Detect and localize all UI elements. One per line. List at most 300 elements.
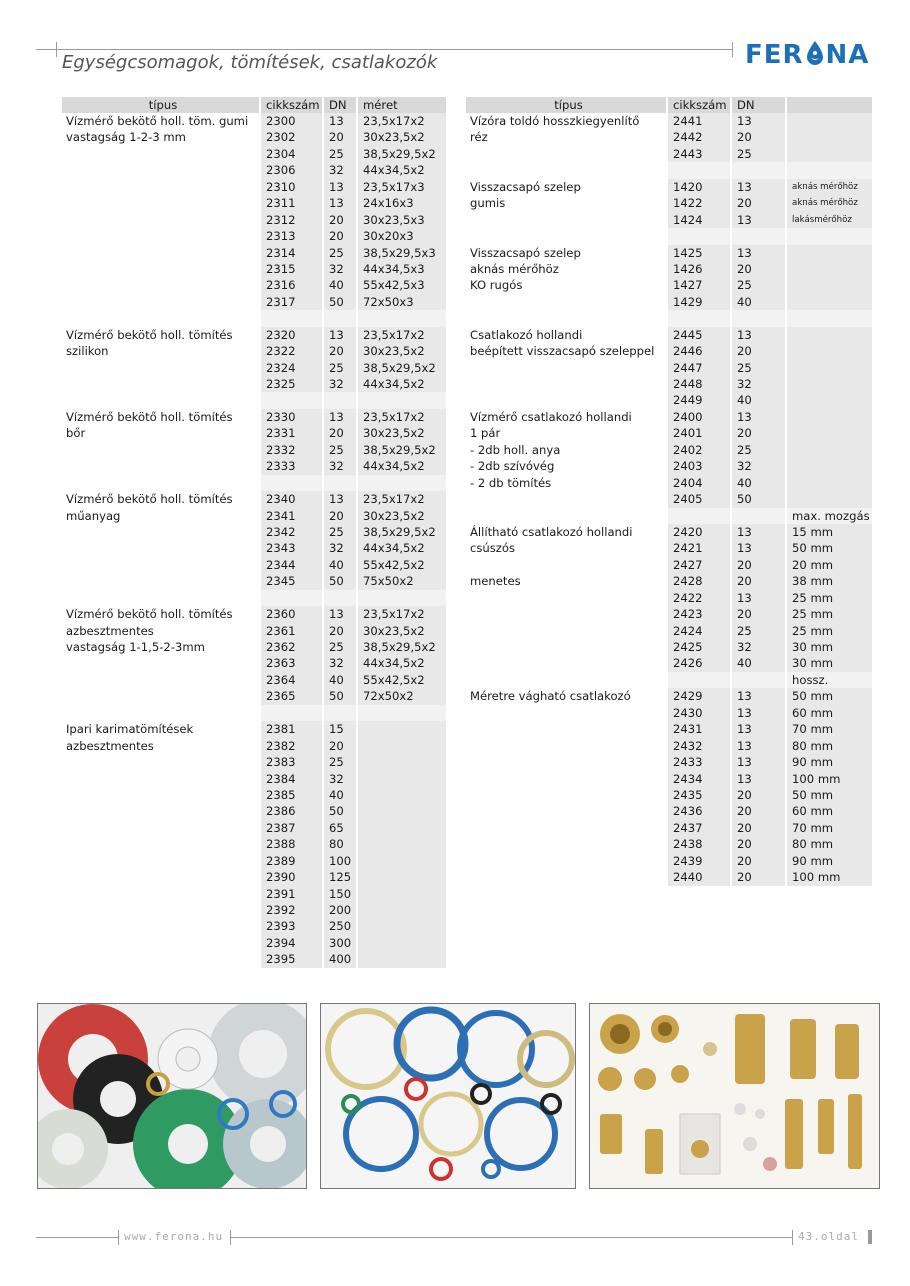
cell-extra <box>786 129 872 145</box>
cell-dn <box>731 228 786 244</box>
right-header-extra <box>786 97 872 113</box>
cell-tipus <box>62 771 260 787</box>
cell-dn: 100 <box>323 853 357 869</box>
table-row <box>62 261 446 277</box>
cell-tipus <box>466 721 667 737</box>
cell-extra <box>357 886 446 902</box>
cell-tipus <box>466 820 667 836</box>
cell-cikkszam: 2306 <box>260 162 323 178</box>
table-row <box>62 475 446 491</box>
cell-cikkszam: 2393 <box>260 918 323 934</box>
cell-cikkszam: 2361 <box>260 623 323 639</box>
cell-tipus <box>62 294 260 310</box>
cell-tipus <box>62 162 260 178</box>
cell-extra: 60 mm <box>786 803 872 819</box>
cell-extra: 30x23,5x2 <box>357 343 446 359</box>
cell-dn: 20 <box>323 129 357 145</box>
cell-extra <box>357 836 446 852</box>
cell-extra: 44x34,5x2 <box>357 458 446 474</box>
brass-fittings-photo <box>589 1003 880 1189</box>
table-row <box>62 146 446 162</box>
cell-dn: 25 <box>731 623 786 639</box>
table-row <box>62 606 446 622</box>
table-row <box>466 343 872 359</box>
cell-dn: 13 <box>323 491 357 507</box>
cell-dn: 32 <box>323 376 357 392</box>
cell-tipus <box>466 705 667 721</box>
cell-extra: 23,5x17x2 <box>357 327 446 343</box>
table-row <box>62 179 446 195</box>
table-row <box>62 869 446 885</box>
cell-tipus <box>62 869 260 885</box>
cell-tipus <box>466 212 667 228</box>
cell-cikkszam: 2385 <box>260 787 323 803</box>
table-row <box>466 655 872 671</box>
cell-tipus: Állítható csatlakozó hollandi <box>466 524 667 540</box>
table-row <box>62 508 446 524</box>
cell-dn: 40 <box>323 672 357 688</box>
cell-cikkszam: 2304 <box>260 146 323 162</box>
cell-tipus: vastagság 1-2-3 mm <box>62 129 260 145</box>
table-row <box>62 376 446 392</box>
table-row <box>466 754 872 770</box>
cell-dn: 150 <box>323 886 357 902</box>
table-row <box>466 129 872 145</box>
table-row <box>62 655 446 671</box>
cell-extra: aknás mérőhöz <box>786 195 872 211</box>
cell-extra <box>786 376 872 392</box>
table-row <box>466 721 872 737</box>
cell-dn: 20 <box>731 853 786 869</box>
left-header-cikkszam: cikkszám <box>260 97 323 113</box>
table-row <box>62 573 446 589</box>
cell-tipus <box>62 277 260 293</box>
table-row <box>62 820 446 836</box>
cell-cikkszam: 2389 <box>260 853 323 869</box>
cell-extra <box>786 491 872 507</box>
cell-extra: 30x23,5x2 <box>357 623 446 639</box>
cell-cikkszam: 2364 <box>260 672 323 688</box>
cell-dn <box>323 392 357 408</box>
cell-extra <box>357 935 446 951</box>
cell-dn: 25 <box>323 442 357 458</box>
cell-dn: 20 <box>731 820 786 836</box>
cell-tipus <box>62 951 260 967</box>
cell-dn: 20 <box>731 606 786 622</box>
cell-extra <box>357 705 446 721</box>
cell-extra: 30 mm <box>786 639 872 655</box>
cell-cikkszam: 2423 <box>667 606 731 622</box>
cell-tipus: menetes <box>466 573 667 589</box>
table-row <box>466 310 872 326</box>
gasket-sheets-photo <box>37 1003 307 1189</box>
cell-extra: 100 mm <box>786 771 872 787</box>
cell-extra: 55x42,5x2 <box>357 557 446 573</box>
cell-dn: 20 <box>323 343 357 359</box>
cell-tipus <box>466 672 667 688</box>
cell-cikkszam: 2395 <box>260 951 323 967</box>
cell-cikkszam: 2314 <box>260 245 323 261</box>
cell-tipus <box>62 918 260 934</box>
cell-extra: 75x50x2 <box>357 573 446 589</box>
table-row <box>62 771 446 787</box>
cell-cikkszam: 2428 <box>667 573 731 589</box>
cell-cikkszam: 2365 <box>260 688 323 704</box>
cell-extra: 50 mm <box>786 787 872 803</box>
cell-cikkszam: 2392 <box>260 902 323 918</box>
cell-cikkszam: 2345 <box>260 573 323 589</box>
cell-cikkszam: 2333 <box>260 458 323 474</box>
cell-dn: 13 <box>731 409 786 425</box>
cell-extra: aknás mérőhöz <box>786 179 872 195</box>
cell-extra: 38,5x29,5x2 <box>357 360 446 376</box>
cell-dn: 13 <box>323 195 357 211</box>
cell-dn <box>323 590 357 606</box>
cell-tipus <box>466 146 667 162</box>
table-row <box>62 721 446 737</box>
table-row <box>466 787 872 803</box>
cell-dn: 50 <box>323 573 357 589</box>
cell-cikkszam <box>667 162 731 178</box>
cell-cikkszam: 2440 <box>667 869 731 885</box>
header-rule-tick <box>56 42 57 57</box>
left-header-dn: DN <box>323 97 357 113</box>
cell-cikkszam: 2425 <box>667 639 731 655</box>
cell-dn: 20 <box>731 573 786 589</box>
cell-extra: 20 mm <box>786 557 872 573</box>
cell-extra <box>357 853 446 869</box>
cell-dn: 13 <box>731 327 786 343</box>
cell-extra <box>357 918 446 934</box>
cell-cikkszam: 2313 <box>260 228 323 244</box>
cell-tipus <box>466 836 667 852</box>
cell-cikkszam: 2310 <box>260 179 323 195</box>
cell-tipus <box>62 886 260 902</box>
cell-tipus <box>62 705 260 721</box>
table-row <box>466 458 872 474</box>
cell-extra: 23,5x17x2 <box>357 491 446 507</box>
cell-cikkszam: 2387 <box>260 820 323 836</box>
cell-cikkszam: 2437 <box>667 820 731 836</box>
cell-dn: 25 <box>323 754 357 770</box>
cell-cikkszam <box>667 310 731 326</box>
table-row <box>466 688 872 704</box>
cell-tipus: Vízmérő csatlakozó hollandi <box>466 409 667 425</box>
cell-dn: 25 <box>323 639 357 655</box>
cell-dn <box>323 475 357 491</box>
cell-cikkszam: 2420 <box>667 524 731 540</box>
table-row <box>62 836 446 852</box>
table-row <box>62 623 446 639</box>
cell-extra <box>357 590 446 606</box>
cell-tipus <box>466 606 667 622</box>
cell-tipus <box>466 557 667 573</box>
cell-extra <box>786 245 872 261</box>
cell-extra: 60 mm <box>786 705 872 721</box>
cell-extra <box>357 310 446 326</box>
table-row <box>62 787 446 803</box>
cell-cikkszam: 2449 <box>667 392 731 408</box>
cell-tipus: - 2db holl. anya <box>466 442 667 458</box>
table-row <box>62 951 446 967</box>
cell-extra <box>357 771 446 787</box>
table-row <box>62 162 446 178</box>
footer-page-marker <box>868 1230 872 1244</box>
cell-dn: 125 <box>323 869 357 885</box>
cell-dn: 65 <box>323 820 357 836</box>
cell-cikkszam: 1429 <box>667 294 731 310</box>
cell-extra <box>357 820 446 836</box>
cell-tipus: aknás mérőhöz <box>466 261 667 277</box>
cell-dn: 40 <box>323 277 357 293</box>
table-row <box>466 245 872 261</box>
cell-cikkszam: 2302 <box>260 129 323 145</box>
cell-cikkszam: 2404 <box>667 475 731 491</box>
cell-tipus <box>62 787 260 803</box>
cell-tipus <box>62 557 260 573</box>
cell-tipus <box>62 442 260 458</box>
table-row <box>466 277 872 293</box>
table-row <box>466 557 872 573</box>
right-header-dn: DN <box>731 97 786 113</box>
table-row <box>62 129 446 145</box>
table-row <box>62 935 446 951</box>
table-row <box>62 754 446 770</box>
table-row <box>466 524 872 540</box>
cell-tipus <box>466 869 667 885</box>
cell-tipus <box>62 853 260 869</box>
cell-extra: 30x20x3 <box>357 228 446 244</box>
cell-extra: 38,5x29,5x2 <box>357 442 446 458</box>
cell-cikkszam: 2340 <box>260 491 323 507</box>
cell-extra: hossz. <box>786 672 872 688</box>
cell-extra: 90 mm <box>786 754 872 770</box>
cell-extra <box>786 261 872 277</box>
cell-cikkszam <box>260 705 323 721</box>
cell-tipus: Vízmérő bekötő holl. töm. gumi <box>62 113 260 129</box>
cell-dn: 20 <box>731 787 786 803</box>
cell-extra <box>786 327 872 343</box>
cell-cikkszam: 2430 <box>667 705 731 721</box>
cell-cikkszam: 2344 <box>260 557 323 573</box>
cell-extra: 72x50x2 <box>357 688 446 704</box>
table-row <box>62 672 446 688</box>
page-title: Egységcsomagok, tömítések, csatlakozók <box>62 52 438 73</box>
ferona-logo[interactable] <box>745 40 869 70</box>
cell-tipus: 1 pár <box>466 425 667 441</box>
table-row <box>62 425 446 441</box>
cell-extra <box>357 951 446 967</box>
cell-tipus <box>466 392 667 408</box>
cell-tipus <box>466 491 667 507</box>
cell-cikkszam <box>667 228 731 244</box>
cell-tipus <box>62 475 260 491</box>
cell-dn: 32 <box>731 639 786 655</box>
cell-extra <box>357 902 446 918</box>
table-row <box>62 245 446 261</box>
table-row <box>62 310 446 326</box>
cell-dn: 15 <box>323 721 357 737</box>
cell-cikkszam: 2390 <box>260 869 323 885</box>
cell-dn: 13 <box>731 179 786 195</box>
cell-dn: 13 <box>731 540 786 556</box>
cell-extra <box>786 442 872 458</box>
cell-cikkszam: 2362 <box>260 639 323 655</box>
cell-tipus <box>62 590 260 606</box>
table-row <box>466 294 872 310</box>
cell-dn: 13 <box>731 721 786 737</box>
cell-cikkszam: 2386 <box>260 803 323 819</box>
cell-tipus: - 2db szívóvég <box>466 458 667 474</box>
cell-extra <box>357 869 446 885</box>
table-row <box>466 475 872 491</box>
cell-cikkszam <box>260 310 323 326</box>
cell-cikkszam: 2436 <box>667 803 731 819</box>
cell-tipus <box>466 754 667 770</box>
cell-cikkszam: 2400 <box>667 409 731 425</box>
table-row <box>466 228 872 244</box>
cell-dn: 20 <box>323 228 357 244</box>
cell-dn: 20 <box>323 508 357 524</box>
cell-tipus <box>466 162 667 178</box>
cell-cikkszam: 2325 <box>260 376 323 392</box>
cell-tipus <box>62 245 260 261</box>
cell-dn: 40 <box>731 392 786 408</box>
cell-dn: 25 <box>731 360 786 376</box>
cell-dn: 20 <box>731 425 786 441</box>
cell-dn: 13 <box>731 738 786 754</box>
header-rule <box>36 49 732 50</box>
table-row <box>62 524 446 540</box>
cell-extra: 30 mm <box>786 655 872 671</box>
gasket-rings-photo <box>320 1003 576 1189</box>
cell-tipus <box>62 195 260 211</box>
left-header-tipus: típus <box>62 97 260 113</box>
cell-cikkszam: 2384 <box>260 771 323 787</box>
cell-dn: 20 <box>731 343 786 359</box>
cell-cikkszam: 2300 <box>260 113 323 129</box>
cell-cikkszam: 2394 <box>260 935 323 951</box>
cell-extra: 38,5x29,5x2 <box>357 524 446 540</box>
cell-dn: 13 <box>731 590 786 606</box>
footer-website[interactable]: www.ferona.hu <box>124 1230 224 1243</box>
cell-extra <box>786 475 872 491</box>
cell-tipus <box>62 524 260 540</box>
table-row <box>466 672 872 688</box>
table-row <box>62 294 446 310</box>
cell-extra <box>357 787 446 803</box>
cell-tipus: réz <box>466 129 667 145</box>
cell-cikkszam: 2312 <box>260 212 323 228</box>
cell-tipus <box>62 179 260 195</box>
cell-cikkszam: 2431 <box>667 721 731 737</box>
cell-cikkszam: 2426 <box>667 655 731 671</box>
cell-extra <box>357 738 446 754</box>
cell-dn: 50 <box>731 491 786 507</box>
cell-extra <box>357 721 446 737</box>
cell-extra <box>786 310 872 326</box>
cell-tipus <box>466 508 667 524</box>
table-row <box>466 327 872 343</box>
cell-tipus: bőr <box>62 425 260 441</box>
cell-dn: 250 <box>323 918 357 934</box>
cell-cikkszam: 1425 <box>667 245 731 261</box>
table-row <box>466 179 872 195</box>
cell-tipus: Ipari karimatömítések <box>62 721 260 737</box>
right-header-cikkszam: cikkszám <box>667 97 731 113</box>
table-row <box>466 869 872 885</box>
table-row <box>466 705 872 721</box>
cell-dn: 25 <box>323 146 357 162</box>
cell-cikkszam: 2320 <box>260 327 323 343</box>
logo-text-right: NA <box>825 40 870 70</box>
table-row <box>466 195 872 211</box>
cell-dn: 13 <box>731 754 786 770</box>
cell-tipus <box>466 623 667 639</box>
cell-extra: 38 mm <box>786 573 872 589</box>
cell-tipus <box>62 261 260 277</box>
cell-cikkszam: 2446 <box>667 343 731 359</box>
cell-extra <box>357 475 446 491</box>
cell-dn: 13 <box>731 212 786 228</box>
cell-dn: 13 <box>731 688 786 704</box>
cell-tipus: Vízóra toldó hosszkiegyenlítő <box>466 113 667 129</box>
cell-tipus <box>62 672 260 688</box>
cell-dn: 400 <box>323 951 357 967</box>
cell-extra <box>786 228 872 244</box>
table-row <box>466 771 872 787</box>
table-row <box>62 277 446 293</box>
cell-dn <box>731 508 786 524</box>
cell-dn: 25 <box>323 524 357 540</box>
cell-dn: 20 <box>731 557 786 573</box>
cell-cikkszam: 2360 <box>260 606 323 622</box>
cell-cikkszam: 2402 <box>667 442 731 458</box>
cell-dn: 20 <box>323 425 357 441</box>
cell-cikkszam: 1427 <box>667 277 731 293</box>
table-row <box>466 590 872 606</box>
cell-dn: 13 <box>731 245 786 261</box>
cell-extra <box>786 113 872 129</box>
cell-tipus <box>62 573 260 589</box>
cell-tipus: Vízmérő bekötő holl. tömítés <box>62 409 260 425</box>
footer-rule-mid <box>230 1237 792 1238</box>
left-table-header-row <box>62 97 446 113</box>
cell-dn: 20 <box>731 869 786 885</box>
cell-dn <box>323 310 357 326</box>
cell-dn: 13 <box>323 327 357 343</box>
cell-extra: 24x16x3 <box>357 195 446 211</box>
cell-dn: 80 <box>323 836 357 852</box>
cell-extra: 100 mm <box>786 869 872 885</box>
table-row <box>466 425 872 441</box>
cell-extra: 50 mm <box>786 540 872 556</box>
cell-dn: 25 <box>323 245 357 261</box>
table-row <box>466 261 872 277</box>
table-row <box>466 623 872 639</box>
table-row <box>62 705 446 721</box>
cell-dn <box>731 162 786 178</box>
cell-dn: 40 <box>323 787 357 803</box>
cell-dn: 13 <box>323 179 357 195</box>
cell-tipus <box>62 392 260 408</box>
cell-cikkszam: 2438 <box>667 836 731 852</box>
table-row <box>466 113 872 129</box>
cell-tipus <box>62 688 260 704</box>
cell-extra: 25 mm <box>786 623 872 639</box>
cell-cikkszam: 2332 <box>260 442 323 458</box>
cell-tipus <box>466 655 667 671</box>
